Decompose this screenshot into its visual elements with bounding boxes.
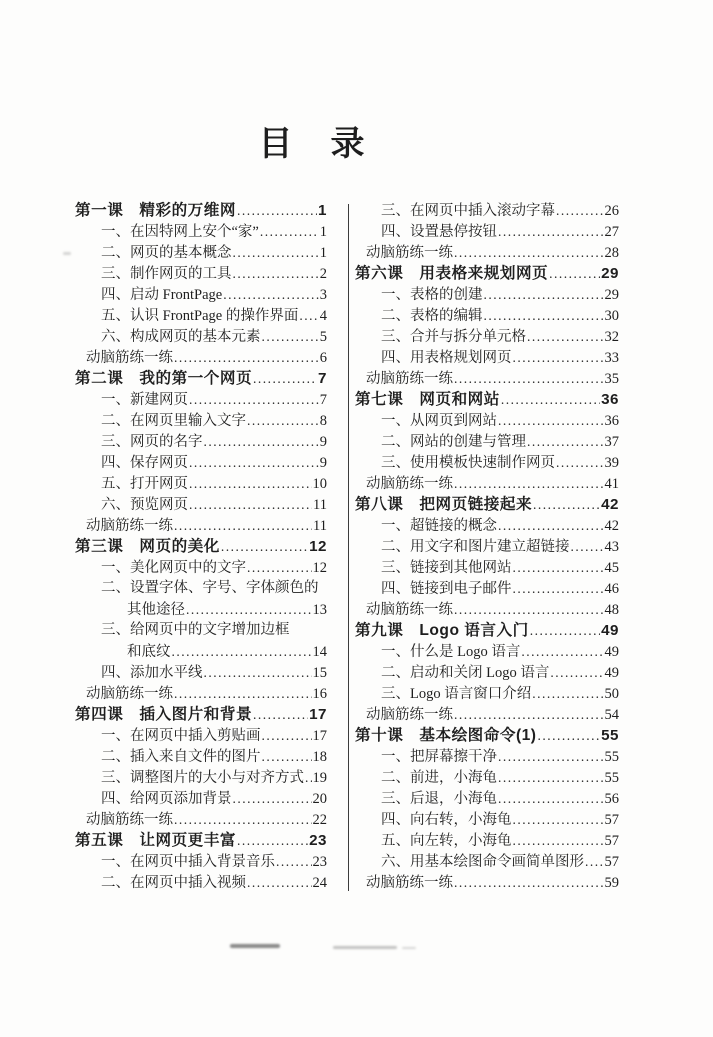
toc-entry-lesson <box>355 725 619 746</box>
toc-entry-page: 54 <box>604 707 619 723</box>
leader-dots <box>498 410 604 431</box>
leader-dots <box>454 368 604 389</box>
toc-entry-lesson <box>75 830 327 851</box>
toc-entry-label: 四、设置悬停按钮 <box>381 224 497 240</box>
toc-entry-page: 6 <box>319 350 327 366</box>
leader-dots <box>484 284 604 305</box>
toc-entry-item <box>75 473 327 494</box>
toc-entry-lesson <box>75 704 327 725</box>
scan-smudge <box>230 944 280 948</box>
toc-entry-item <box>75 263 327 284</box>
toc-entry-page: 12 <box>312 560 327 576</box>
toc-entry-page: 55 <box>604 749 619 765</box>
toc-entry-practice <box>355 599 619 620</box>
toc-entry-label: 三、制作网页的工具 <box>101 266 232 282</box>
toc-entry-practice <box>75 809 327 830</box>
leader-dots <box>498 515 604 536</box>
toc-entry-page: 49 <box>604 665 619 681</box>
leader-dots <box>223 284 319 305</box>
toc-entry-page: 16 <box>312 686 327 702</box>
toc-entry-item <box>355 578 619 599</box>
leader-dots <box>204 662 312 683</box>
toc-entry-label: 一、美化网页中的文字 <box>101 560 246 576</box>
toc-entry-page: 29 <box>604 287 619 303</box>
toc-entry-label: 一、把屏幕擦干净 <box>381 749 497 765</box>
toc-entry-label: 三、链接到其他网站 <box>381 560 512 576</box>
toc-entry-label: 三、使用模板快速制作网页 <box>381 455 555 471</box>
toc-entry-page: 1 <box>319 224 327 240</box>
leader-dots <box>247 872 312 893</box>
toc-entry-label: 四、给网页添加背景 <box>101 791 232 807</box>
leader-dots <box>527 431 604 452</box>
toc-entry-page: 3 <box>319 287 327 303</box>
toc-entry-page: 33 <box>604 350 619 366</box>
toc-entry-lesson <box>75 200 327 221</box>
column-divider-line <box>348 204 349 891</box>
toc-entry-page: 45 <box>604 560 619 576</box>
toc-entry-page: 36 <box>604 413 619 429</box>
toc-entry-label: 四、启动 FrontPage <box>101 287 223 303</box>
toc-entry-page: 7 <box>318 370 327 387</box>
toc-entry-page: 9 <box>319 455 327 471</box>
toc-entry-label: 二、启动和关闭 Logo 语言 <box>381 665 550 681</box>
toc-entry-label: 二、网页的基本概念 <box>101 245 232 261</box>
toc-entry-label: 第八课 把网页链接起来 <box>355 496 533 513</box>
toc-entry-practice <box>355 242 619 263</box>
toc-entry-page: 48 <box>604 602 619 618</box>
leader-dots <box>513 557 604 578</box>
toc-entry-practice <box>75 347 327 368</box>
toc-entry-label: 第十课 基本绘图命令(1) <box>355 727 537 744</box>
leader-dots <box>498 767 604 788</box>
toc-entry-page: 27 <box>604 224 619 240</box>
toc-entry-label: 动脑筋练一练 <box>86 350 173 366</box>
toc-entry-label: 六、预览网页 <box>101 497 188 513</box>
toc-entry-item <box>75 725 327 746</box>
toc-entry-item <box>355 557 619 578</box>
toc-entry-item <box>355 221 619 242</box>
toc-entry-page: 42 <box>601 496 619 513</box>
toc-entry-label: 五、向左转，小海龟 <box>381 833 512 849</box>
toc-entry-label: 二、在网页中插入视频 <box>101 875 246 891</box>
leader-dots <box>549 263 600 284</box>
toc-entry-item <box>75 242 327 263</box>
toc-entry-page: 32 <box>604 329 619 345</box>
toc-entry-page: 30 <box>604 308 619 324</box>
leader-dots <box>527 326 604 347</box>
toc-entry-item <box>355 662 619 683</box>
toc-entry-item <box>75 620 327 641</box>
leader-dots <box>513 809 604 830</box>
leader-dots <box>299 305 318 326</box>
toc-entry-lesson <box>355 620 619 641</box>
toc-entry-label: 二、网站的创建与管理 <box>381 434 526 450</box>
toc-entry-page: 11 <box>313 518 327 534</box>
toc-entry-label: 第二课 我的第一个网页 <box>75 370 253 387</box>
toc-entry-label: 二、前进，小海龟 <box>381 770 497 786</box>
toc-entry-item <box>75 452 327 473</box>
leader-dots <box>454 473 604 494</box>
toc-entry-label: 其他途径 <box>127 602 185 618</box>
toc-entry-page: 14 <box>312 644 327 660</box>
toc-entry-cont <box>75 599 327 620</box>
toc-entry-label: 第六课 用表格来规划网页 <box>355 265 549 282</box>
toc-entry-label: 动脑筋练一练 <box>366 602 453 618</box>
leader-dots <box>513 830 604 851</box>
toc-entry-lesson <box>355 389 619 410</box>
toc-entry-label: 动脑筋练一练 <box>86 518 173 534</box>
toc-entry-page: 17 <box>312 728 327 744</box>
toc-entry-label: 三、调整图片的大小与对齐方式 <box>101 770 304 786</box>
toc-entry-practice <box>355 872 619 893</box>
toc-entry-item <box>75 494 327 515</box>
toc-entry-page: 29 <box>601 265 619 282</box>
toc-entry-page: 19 <box>312 770 327 786</box>
toc-entry-page: 55 <box>601 727 619 744</box>
toc-entry-page: 18 <box>312 749 327 765</box>
toc-entry-page: 5 <box>319 329 327 345</box>
toc-entry-label: 五、打开网页 <box>101 476 188 492</box>
toc-entry-item <box>355 431 619 452</box>
toc-entry-practice <box>355 473 619 494</box>
leader-dots <box>513 578 604 599</box>
leader-dots <box>174 683 312 704</box>
toc-entry-label: 动脑筋练一练 <box>366 476 453 492</box>
leader-dots <box>556 200 604 221</box>
toc-entry-label: 一、从网页到网站 <box>381 413 497 429</box>
scan-smudge <box>402 947 416 949</box>
toc-entry-page: 56 <box>604 791 619 807</box>
toc-entry-page: 49 <box>604 644 619 660</box>
toc-entry-page: 12 <box>309 538 327 555</box>
toc-entry-page: 1 <box>318 202 327 219</box>
toc-entry-page: 17 <box>309 706 327 723</box>
toc-entry-item <box>355 347 619 368</box>
toc-entry-label: 四、用表格规划网页 <box>381 350 512 366</box>
leader-dots <box>247 410 319 431</box>
toc-entry-label: 动脑筋练一练 <box>86 686 173 702</box>
leader-dots <box>454 872 604 893</box>
leader-dots <box>262 725 312 746</box>
toc-entry-label: 四、添加水平线 <box>101 665 203 681</box>
toc-entry-item <box>355 641 619 662</box>
toc-entry-page: 35 <box>604 371 619 387</box>
toc-entry-label: 第七课 网页和网站 <box>355 391 500 408</box>
toc-entry-page: 13 <box>312 602 327 618</box>
toc-entry-label: 一、在网页中插入背景音乐 <box>101 854 275 870</box>
toc-entry-item <box>75 746 327 767</box>
toc-entry-practice <box>75 683 327 704</box>
toc-entry-item <box>75 221 327 242</box>
toc-entry-page: 2 <box>319 266 327 282</box>
toc-entry-page: 55 <box>604 770 619 786</box>
toc-entry-item <box>75 410 327 431</box>
leader-dots <box>501 389 600 410</box>
toc-entry-label: 二、在网页里输入文字 <box>101 413 246 429</box>
leader-dots <box>585 851 604 872</box>
toc-entry-item <box>355 410 619 431</box>
leader-dots <box>513 347 604 368</box>
toc-entry-item <box>75 662 327 683</box>
toc-entry-item <box>355 452 619 473</box>
leader-dots <box>305 767 312 788</box>
leader-dots <box>174 347 319 368</box>
toc-entry-practice <box>75 515 327 536</box>
leader-dots <box>189 473 312 494</box>
scan-smudge <box>333 946 397 949</box>
toc-entry-label: 四、向右转，小海龟 <box>381 812 512 828</box>
leader-dots <box>484 305 604 326</box>
toc-entry-label: 动脑筋练一练 <box>366 245 453 261</box>
toc-entry-label: 动脑筋练一练 <box>366 707 453 723</box>
leader-dots <box>233 242 319 263</box>
toc-entry-item <box>75 557 327 578</box>
toc-entry-item <box>355 851 619 872</box>
toc-column-left <box>75 200 327 893</box>
toc-entry-page: 43 <box>604 539 619 555</box>
toc-entry-page: 36 <box>601 391 619 408</box>
leader-dots <box>237 200 317 221</box>
toc-entry-page: 57 <box>604 833 619 849</box>
toc-entry-item <box>355 326 619 347</box>
leader-dots <box>189 389 319 410</box>
leader-dots <box>262 326 319 347</box>
toc-entry-practice <box>355 704 619 725</box>
toc-entry-lesson <box>355 263 619 284</box>
toc-entry-label: 第九课 Logo 语言入门 <box>355 622 529 639</box>
leader-dots <box>454 242 604 263</box>
toc-entry-item <box>75 767 327 788</box>
toc-entry-item <box>355 515 619 536</box>
leader-dots <box>498 746 604 767</box>
leader-dots <box>221 536 308 557</box>
toc-entry-page: 41 <box>604 476 619 492</box>
toc-entry-page: 8 <box>319 413 327 429</box>
leader-dots <box>276 851 312 872</box>
toc-entry-label: 动脑筋练一练 <box>366 875 453 891</box>
toc-entry-practice <box>355 368 619 389</box>
leader-dots <box>556 452 604 473</box>
leader-dots <box>550 662 603 683</box>
toc-entry-page: 42 <box>604 518 619 534</box>
toc-entry-page: 49 <box>601 622 619 639</box>
leader-dots <box>233 263 319 284</box>
leader-dots <box>521 641 603 662</box>
leader-dots <box>532 683 603 704</box>
toc-entry-label: 第四课 插入图片和背景 <box>75 706 253 723</box>
toc-entry-label: 六、用基本绘图命令画简单图形 <box>381 854 584 870</box>
leader-dots <box>204 431 319 452</box>
toc-entry-item <box>355 788 619 809</box>
toc-entry-label: 三、合并与拆分单元格 <box>381 329 526 345</box>
toc-entry-label: 一、表格的创建 <box>381 287 483 303</box>
toc-entry-page: 24 <box>312 875 327 891</box>
toc-entry-page: 50 <box>604 686 619 702</box>
toc-entry-item <box>75 872 327 893</box>
leader-dots <box>174 809 312 830</box>
leader-dots <box>189 494 312 515</box>
toc-entry-label: 一、新建网页 <box>101 392 188 408</box>
toc-entry-page: 59 <box>604 875 619 891</box>
toc-entry-page: 7 <box>319 392 327 408</box>
leader-dots <box>253 704 308 725</box>
toc-entry-label: 三、Logo 语言窗口介绍 <box>381 686 532 702</box>
toc-entry-page: 4 <box>319 308 327 324</box>
page-title: 目 录 <box>258 124 367 164</box>
toc-entry-label: 三、网页的名字 <box>101 434 203 450</box>
toc-entry-item <box>75 389 327 410</box>
toc-entry-label: 动脑筋练一练 <box>366 371 453 387</box>
toc-entry-label: 一、在网页中插入剪贴画 <box>101 728 261 744</box>
leader-dots <box>237 830 308 851</box>
leader-dots <box>172 641 312 662</box>
toc-entry-label: 和底纹 <box>127 644 171 660</box>
toc-entry-page: 57 <box>604 812 619 828</box>
toc-entry-label: 二、用文字和图片建立超链接 <box>381 539 570 555</box>
leader-dots <box>260 221 319 242</box>
leader-dots <box>189 452 319 473</box>
leader-dots <box>538 725 601 746</box>
toc-entry-page: 20 <box>312 791 327 807</box>
toc-entry-label: 一、什么是 Logo 语言 <box>381 644 521 660</box>
leader-dots <box>533 494 600 515</box>
toc-entry-page: 15 <box>312 665 327 681</box>
leader-dots <box>498 221 604 242</box>
toc-entry-item <box>355 305 619 326</box>
toc-entry-lesson <box>355 494 619 515</box>
leader-dots <box>247 557 312 578</box>
toc-entry-page: 1 <box>319 245 327 261</box>
toc-entry-page: 23 <box>309 832 327 849</box>
leader-dots <box>174 515 312 536</box>
toc-entry-item <box>355 284 619 305</box>
toc-entry-item <box>75 431 327 452</box>
toc-entry-label: 二、表格的编辑 <box>381 308 483 324</box>
toc-entry-label: 三、在网页中插入滚动字幕 <box>381 203 555 219</box>
toc-entry-label: 五、认识 FrontPage 的操作界面 <box>101 308 299 324</box>
toc-entry-item <box>355 830 619 851</box>
toc-entry-item <box>355 767 619 788</box>
toc-entry-cont <box>75 641 327 662</box>
toc-entry-label: 第五课 让网页更丰富 <box>75 832 236 849</box>
toc-entry-label: 三、给网页中的文字增加边框 <box>101 622 290 638</box>
leader-dots <box>498 788 604 809</box>
toc-entry-page: 39 <box>604 455 619 471</box>
toc-entry-item <box>355 536 619 557</box>
toc-entry-item <box>355 683 619 704</box>
toc-entry-page: 28 <box>604 245 619 261</box>
toc-entry-lesson <box>75 536 327 557</box>
leader-dots <box>253 368 317 389</box>
toc-entry-label: 三、后退，小海龟 <box>381 791 497 807</box>
toc-entry-label: 四、链接到电子邮件 <box>381 581 512 597</box>
toc-entry-lesson <box>75 368 327 389</box>
toc-entry-page: 9 <box>319 434 327 450</box>
toc-entry-page: 26 <box>604 203 619 219</box>
toc-entry-item <box>355 746 619 767</box>
toc-entry-label: 二、插入来自文件的图片 <box>101 749 261 765</box>
scan-smudge <box>63 252 71 255</box>
toc-entry-page: 10 <box>312 476 327 492</box>
leader-dots <box>262 746 312 767</box>
toc-entry-item <box>75 578 327 599</box>
leader-dots <box>454 704 604 725</box>
toc-entry-page: 23 <box>312 854 327 870</box>
leader-dots <box>571 536 604 557</box>
toc-entry-item <box>75 851 327 872</box>
toc-entry-label: 一、超链接的概念 <box>381 518 497 534</box>
toc-entry-item <box>75 326 327 347</box>
toc-entry-label: 动脑筋练一练 <box>86 812 173 828</box>
toc-entry-label: 第一课 精彩的万维网 <box>75 202 236 219</box>
toc-entry-item <box>75 788 327 809</box>
leader-dots <box>233 788 312 809</box>
leader-dots <box>454 599 604 620</box>
toc-entry-page: 57 <box>604 854 619 870</box>
toc-entry-page: 11 <box>313 497 327 513</box>
toc-entry-item <box>75 284 327 305</box>
leader-dots <box>530 620 600 641</box>
toc-entry-item <box>355 809 619 830</box>
toc-entry-label: 第三课 网页的美化 <box>75 538 220 555</box>
toc-entry-item <box>75 305 327 326</box>
toc-entry-page: 46 <box>604 581 619 597</box>
toc-column-right <box>355 200 619 893</box>
toc-entry-label: 二、设置字体、字号、字体颜色的 <box>101 580 319 596</box>
toc-entry-item <box>355 200 619 221</box>
toc-entry-label: 六、构成网页的基本元素 <box>101 329 261 345</box>
toc-entry-page: 22 <box>312 812 327 828</box>
toc-entry-page: 37 <box>604 434 619 450</box>
leader-dots <box>186 599 312 620</box>
toc-entry-label: 一、在因特网上安个“家” <box>101 224 259 240</box>
toc-entry-label: 四、保存网页 <box>101 455 188 471</box>
